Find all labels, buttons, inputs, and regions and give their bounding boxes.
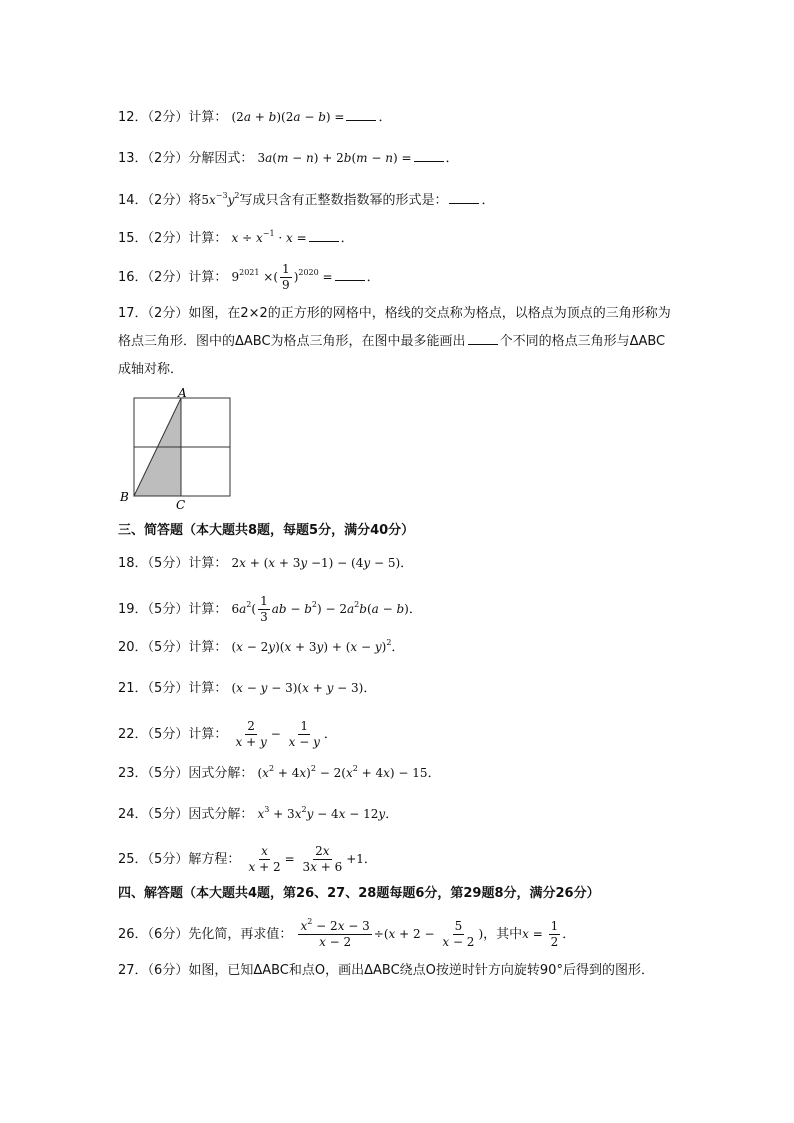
question-21: 21．（5分）计算： (x − y − 3)(x + y − 3)． xyxy=(118,681,377,696)
question-22: 22．（5分）计算： $\frac{2}{x + y}$ − $\frac{1}{x - y}$ ． xyxy=(118,719,337,749)
expression: $x \div x^{-1} \cdot x$ = xyxy=(231,229,307,245)
expression: $5x^{-3}y^2$ xyxy=(201,191,240,207)
expression: $(x - 2y)(x + 3y) + (x - y)^2$ xyxy=(231,638,392,654)
question-24: 24．（5分）因式分解： $x^3 + 3x^2y - 4x - 12y$． xyxy=(118,805,399,822)
answer-blank[interactable] xyxy=(346,108,376,121)
expression: 3a(m − n) + 2b(m − n) = xyxy=(257,151,412,165)
question-27: 27．（6分）如图，已知ΔABC和点O，画出ΔABC绕点O按逆时针方向旋转90°后得到的图形． xyxy=(118,963,654,978)
question-23: 23．（5分）因式分解： $(x^2 + 4x)^2 - 2(x^2 + 4x) - 15$． xyxy=(118,764,441,781)
expression: $\frac{x}{x + 2}$ = $\frac{2x}{3x + 6}$ +1 xyxy=(248,844,364,874)
question-25: 25．（5分）解方程： $\frac{x}{x + 2}$ = $\frac{2x}{3x + 6}$ +1． xyxy=(118,844,377,874)
question-14: 14．（2分）将$5x^{-3}y^2$写成只含有正整数指数幂的形式是： ． xyxy=(118,191,495,208)
grid-figure xyxy=(118,386,238,520)
answer-blank[interactable] xyxy=(468,332,498,345)
section-4-heading: 四、解答题（本大题共4题，第26、27、28题每题6分，第29题8分，满分26分） xyxy=(118,886,600,901)
question-26: 26．（6分）先化简，再求值： $\frac{x^2 - 2x - 3}{x - 2}$ ÷(x + 2 − $\frac{5}{x - 2}$ )，其中x = $\frac{1}{2}$ ． xyxy=(118,917,576,949)
question-12: 12．（2分）计算： (2a + b)(2a − b) = ． xyxy=(118,110,392,125)
answer-blank[interactable] xyxy=(414,149,444,162)
expression: $x^3 + 3x^2y - 4x - 12y$ xyxy=(257,805,386,821)
answer-blank[interactable] xyxy=(449,191,479,204)
question-18: 18．（5分）计算： 2x + (x + 3y −1) − (4y − 5)． xyxy=(118,556,414,571)
expression: $\frac{x^2 - 2x - 3}{x - 2}$ ÷(x + 2 − $\frac{5}{x - 2}$ ) xyxy=(300,917,484,949)
question-19: 19．（5分）计算： $6a^2$( $\frac{1}{3}$ ab − $b^2) - 2a^2b(a - b)$． xyxy=(118,594,422,624)
label-a: A xyxy=(178,386,187,400)
label-b: B xyxy=(120,490,129,504)
question-20: 20．（5分）计算： $(x - 2y)(x + 3y) + (x - y)^2$． xyxy=(118,638,405,655)
expression: $6a^2$( $\frac{1}{3}$ ab − $b^2) - 2a^2b(a - b)$ xyxy=(231,594,409,624)
expression: (x − y − 3)(x + y − 3) xyxy=(231,681,364,695)
question-16: 16．（2分）计算： $9^{2021}$ ×( $\frac{1}{9}$ )$^{2020}$ = ． xyxy=(118,262,380,292)
expression: $(x^2 + 4x)^2 - 2(x^2 + 4x) - 15$ xyxy=(257,764,428,780)
answer-blank[interactable] xyxy=(335,268,365,281)
answer-blank[interactable] xyxy=(309,229,339,242)
expression: (2a + b)(2a − b) = xyxy=(231,110,345,124)
expression: $9^{2021}$ ×( $\frac{1}{9}$ )$^{2020}$ = xyxy=(231,262,333,292)
question-17: 17．（2分）如图，在2×2的正方形的网格中，格线的交点称为格点，以格点为顶点的三角形称为格点三角形．图中的ΔABC为格点三角形，在图中最多能画出 个不同的格点三角形与ΔABC成轴对称． xyxy=(118,306,671,377)
question-15: 15．（2分）计算： $x \div x^{-1} \cdot x$ = ． xyxy=(118,229,354,246)
section-3-heading: 三、简答题（本大题共8题，每题5分，满分40分） xyxy=(118,523,415,538)
question-13: 13．（2分）分解因式： 3a(m − n) + 2b(m − n) = ． xyxy=(118,151,459,166)
expression: $\frac{2}{x + y}$ − $\frac{1}{x - y}$ xyxy=(235,719,320,749)
condition: x = $\frac{1}{2}$ xyxy=(522,919,559,949)
label-c: C xyxy=(176,498,186,512)
expression: 2x + (x + 3y −1) − (4y − 5) xyxy=(231,556,401,570)
